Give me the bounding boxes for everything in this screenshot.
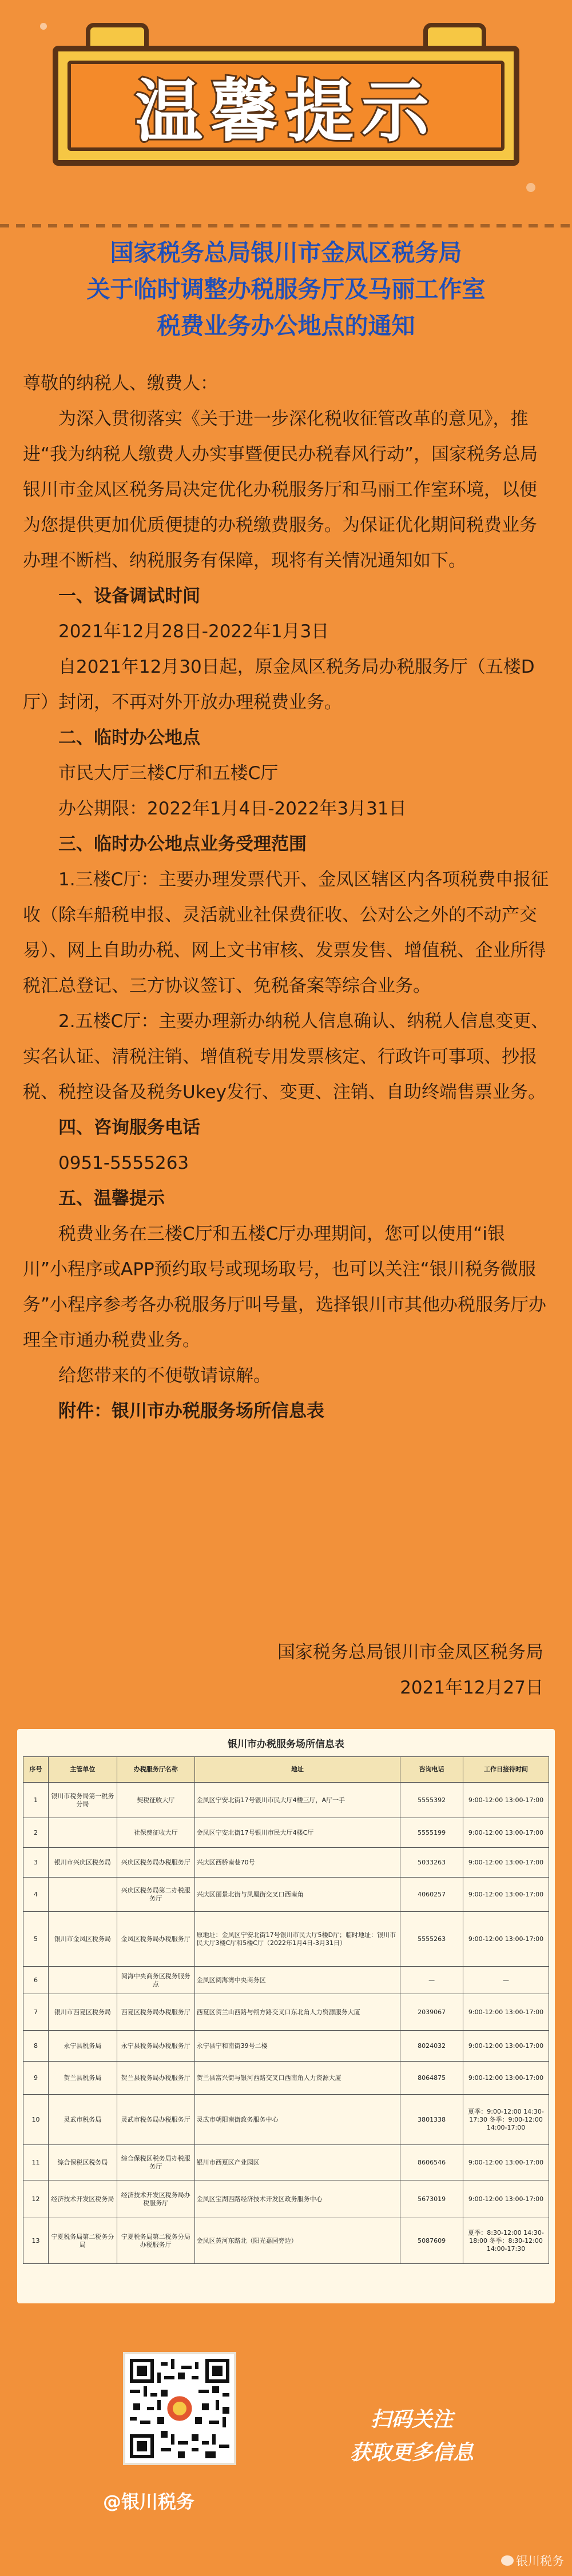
section-5-text: 税费业务在三楼C厅和五楼C厅办理期间，您可以使用“i银川”小程序或APP预约取号或现场取号，也可以关注“银川税务微服务”小程序参考各办税服务厅叫号量，选择银川市其他办税服务厅办理全市通办税费业务。 [23, 1224, 547, 1351]
table-cell: 金凤区宁安北街17号银川市民大厅4楼三厅，A厅一手 [194, 1783, 400, 1818]
table-header-cell: 办税服务厅名称 [117, 1757, 194, 1783]
table-cell: 西夏区贺兰山西路与朔方路交叉口东北角人力资源服务大厦 [194, 1994, 400, 2031]
table-cell: 兴庆区丽景北街与凤凰街交叉口西南角 [194, 1878, 400, 1912]
table-title: 银川市办税服务场所信息表 [228, 1739, 344, 1750]
table-cell: 9:00-12:00 13:00-17:00 [463, 2180, 549, 2218]
table-cell: 9:00-12:00 13:00-17:00 [463, 2031, 549, 2062]
watermark-text: 银川税务 [516, 2554, 564, 2568]
table-cell: 5673019 [400, 2180, 463, 2218]
signature-org: 国家税务总局银川市金凤区税务局 [277, 1642, 543, 1663]
table-cell: 灵武市朝阳南街政务服务中心 [194, 2095, 400, 2145]
table-row [23, 1967, 549, 1994]
table-header-cell: 地址 [194, 1757, 400, 1783]
table-cell: 4060257 [400, 1878, 463, 1912]
table-row [23, 1848, 549, 1878]
table-cell: — [463, 1967, 549, 1994]
table-row [23, 2218, 549, 2264]
table-cell: 贺兰县税务局 [48, 2062, 117, 2095]
table-cell: 金凤区宝湖西路经济技术开发区政务服务中心 [194, 2180, 400, 2218]
table-cell: 8024032 [400, 2031, 463, 2062]
table-cell: 永宁县税务局办税服务厅 [117, 2031, 194, 2062]
decor-dot [40, 23, 47, 30]
scan-line-2: 获取更多信息 [349, 2441, 474, 2465]
table-cell: 8064875 [400, 2062, 463, 2095]
table-cell: 7 [23, 1994, 49, 2031]
table-cell: 银川市西夏区税务局 [48, 1994, 117, 2031]
table-row [23, 2180, 549, 2218]
section-2-title: 二、临时办公地点 [58, 728, 200, 748]
table-row [23, 2095, 549, 2145]
table-row [23, 1878, 549, 1912]
notice-body [23, 366, 549, 1429]
table-cell: 9 [23, 2062, 49, 2095]
table-cell: 2039067 [400, 1994, 463, 2031]
heading-line-3: 税费业务办公地点的通知 [157, 312, 415, 340]
section-1-date: 2021年12月28日-2022年1月3日 [58, 621, 329, 642]
decor-dot [526, 183, 535, 192]
table-cell: 5555199 [400, 1818, 463, 1848]
intro-paragraph: 为深入贯彻落实《关于进一步深化税收征管改革的意见》，推进“我为纳税人缴费人办实事暨便民办税春风行动”，国家税务总局银川市金凤区税务局决定优化办税服务厅和马丽工作室环境，以便为您提供更加优质便捷的办税缴费服务。为保证优化期间税费业务办理不断档、纳税服务有保障，现将有关情况通知如下。 [23, 409, 538, 571]
scan-prompt [343, 2403, 480, 2470]
scan-line-1: 扫码关注 [370, 2408, 453, 2431]
table-cell: 3801338 [400, 2095, 463, 2145]
table-cell: 银川市金凤区税务局 [48, 1912, 117, 1967]
table-cell: 4 [23, 1878, 49, 1912]
qr-code-icon[interactable] [123, 2352, 236, 2465]
table-header-cell: 咨询电话 [400, 1757, 463, 1783]
table-cell: 9:00-12:00 13:00-17:00 [463, 2145, 549, 2180]
table-cell: 1 [23, 1783, 49, 1818]
table-cell: 阅海中央商务区税务服务点 [117, 1967, 194, 1994]
notice-heading [23, 234, 549, 344]
table-header-cell: 工作日接待时间 [463, 1757, 549, 1783]
table-cell: 灵武市税务局办税服务厅 [117, 2095, 194, 2145]
table-cell: 9:00-12:00 13:00-17:00 [463, 2062, 549, 2095]
brand-handle-text: @银川税务 [103, 2491, 195, 2513]
section-2-period: 办公期限：2022年1月4日-2022年3月31日 [58, 798, 407, 819]
table-cell [48, 1967, 117, 1994]
table-cell: 5555263 [400, 1912, 463, 1967]
apology-text: 给您带来的不便敬请谅解。 [58, 1365, 271, 1386]
table-cell: 贺兰县税务局办税服务厅 [117, 2062, 194, 2095]
table-cell: 12 [23, 2180, 49, 2218]
table-cell: 11 [23, 2145, 49, 2180]
table-cell: 金凤区宁安北街17号银川市民大厅4楼C厅 [194, 1818, 400, 1848]
table-cell: 经济技术开发区税务局办税服务厅 [117, 2180, 194, 2218]
section-3-title: 三、临时办公地点业务受理范围 [58, 834, 307, 854]
table-cell: 金凤区阅海湾中央商务区 [194, 1967, 400, 1994]
table-cell: 9:00-12:00 13:00-17:00 [463, 1783, 549, 1818]
table-cell: 9:00-12:00 13:00-17:00 [463, 1878, 549, 1912]
table-row [23, 1783, 549, 1818]
table-cell: 10 [23, 2095, 49, 2145]
section-2-place: 市民大厅三楼C厅和五楼C厅 [58, 763, 279, 784]
table-cell: 9:00-12:00 13:00-17:00 [463, 1818, 549, 1848]
table-cell: 兴庆区西桥南巷70号 [194, 1848, 400, 1878]
greeting: 尊敬的纳税人、缴费人： [23, 373, 218, 394]
signature-date: 2021年12月27日 [400, 1678, 543, 1698]
section-4-phone: 0951-5555263 [58, 1153, 189, 1173]
table-header-cell: 序号 [23, 1757, 49, 1783]
table-cell: 6 [23, 1967, 49, 1994]
table-cell: 综合保税区税务局办税服务厅 [117, 2145, 194, 2180]
table-row [23, 1818, 549, 1848]
table-body [23, 1783, 549, 2264]
table-cell: 宁夏税务局第二税务分局 [48, 2218, 117, 2264]
table-row [23, 1912, 549, 1967]
table-cell [48, 1818, 117, 1848]
table-cell: 西夏区税务局办税服务厅 [117, 1994, 194, 2031]
table-head [23, 1757, 549, 1783]
table-cell: 综合保税区税务局 [48, 2145, 117, 2180]
table-cell: 9:00-12:00 13:00-17:00 [463, 1848, 549, 1878]
table-row [23, 2031, 549, 2062]
table-cell: 金凤区税务局办税服务厅 [117, 1912, 194, 1967]
section-3-paragraph-1: 1.三楼C厅：主要办理发票代开、金凤区辖区内各项税费申报征收（除车船税申报、灵活就业社保费征收、公对公之外的不动产交易）、网上自助办税、网上文书审核、发票发售、增值税、企业所得税汇总登记、三方协议签订、免税备案等综合业务。 [23, 869, 549, 996]
table-cell: 5033263 [400, 1848, 463, 1878]
table-row [23, 2145, 549, 2180]
table-cell: 兴庆区税务局办税服务厅 [117, 1848, 194, 1878]
table-cell: 金凤区黄河东路北（阳光嘉园旁边） [194, 2218, 400, 2264]
wechat-icon [501, 2555, 514, 2566]
table-cell: 5555392 [400, 1783, 463, 1818]
banner-inner [67, 61, 505, 151]
section-5-title: 五、温馨提示 [58, 1188, 165, 1209]
heading-line-1: 国家税务总局银川市金凤区税务局 [110, 239, 462, 266]
table-cell: 宁夏税务局第二税务分局办税服务厅 [117, 2218, 194, 2264]
table-cell: 3 [23, 1848, 49, 1878]
table-cell: 2 [23, 1818, 49, 1848]
section-4-title: 四、咨询服务电话 [58, 1117, 200, 1138]
table-cell: 5087609 [400, 2218, 463, 2264]
section-1-text: 自2021年12月30日起，原金凤区税务局办税服务厅（五楼D厅）封闭，不再对外开放办理税费业务。 [23, 657, 535, 713]
table-header-cell: 主管单位 [48, 1757, 117, 1783]
table-cell: 兴庆区税务局第二办税服务厅 [117, 1878, 194, 1912]
section-1-title: 一、设备调试时间 [58, 586, 200, 606]
table-cell: 经济技术开发区税务局 [48, 2180, 117, 2218]
table-cell: 银川市税务局第一税务分局 [48, 1783, 117, 1818]
table-cell: 夏季：9:00-12:00 14:30-17:30 冬季：9:00-12:00 14:00-17:00 [463, 2095, 549, 2145]
info-table [23, 1756, 549, 2264]
table-row [23, 1994, 549, 2031]
qr-code-graphic [130, 2359, 229, 2458]
table-cell: 8 [23, 2031, 49, 2062]
table-row [23, 2062, 549, 2095]
table-cell: 契税征收大厅 [117, 1783, 194, 1818]
table-cell: 9:00-12:00 13:00-17:00 [463, 1994, 549, 2031]
table-cell: 社保费征收大厅 [117, 1818, 194, 1848]
table-cell: 银川市兴庆区税务局 [48, 1848, 117, 1878]
table-cell: 原地址：金凤区宁安北街17号银川市民大厅5楼D厅；临时地址：银川市民大厅3楼C厅和5楼C厅（2022年1月4日-3月31日） [194, 1912, 400, 1967]
table-cell: 永宁县税务局 [48, 2031, 117, 2062]
table-cell: 13 [23, 2218, 49, 2264]
signature [277, 1635, 543, 1706]
info-table-card [17, 1729, 555, 2303]
attachment-label: 附件：银川市办税服务场所信息表 [58, 1401, 324, 1421]
banner-frame [53, 46, 519, 166]
section-3-paragraph-2: 2.五楼C厅：主要办理新办纳税人信息确认、纳税人信息变更、实名认证、清税注销、增值税专用发票核定、行政许可事项、抄报税、税控设备及税务Ukey发行、变更、注销、自助终端售票业务。 [23, 1011, 549, 1103]
table-cell: — [400, 1967, 463, 1994]
brand-handle [103, 2487, 194, 2514]
table-cell: 5 [23, 1912, 49, 1967]
table-cell: 8606546 [400, 2145, 463, 2180]
banner-divider [0, 224, 572, 227]
banner-title: 温馨提示 [134, 72, 437, 151]
table-cell: 夏季：8:30-12:00 14:30-18:00 冬季：8:30-12:00 14:00-17:30 [463, 2218, 549, 2264]
table-cell: 永宁县宁和南街39号二楼 [194, 2031, 400, 2062]
table-cell: 9:00-12:00 13:00-17:00 [463, 1912, 549, 1967]
heading-line-2: 关于临时调整办税服务厅及马丽工作室 [86, 275, 486, 303]
table-cell [48, 1878, 117, 1912]
banner [0, 0, 572, 229]
table-cell: 灵武市税务局 [48, 2095, 117, 2145]
table-cell: 贺兰县富兴街与银河西路交叉口西南角人力资源大厦 [194, 2062, 400, 2095]
watermark [501, 2552, 564, 2569]
footer [0, 2321, 572, 2576]
table-cell: 银川市西夏区产业园区 [194, 2145, 400, 2180]
table-header-row [23, 1757, 549, 1783]
